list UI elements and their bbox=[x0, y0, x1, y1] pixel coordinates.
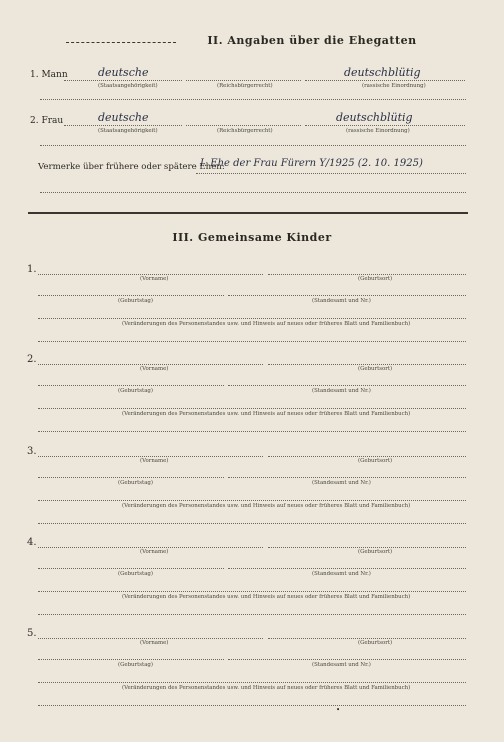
section-divider bbox=[28, 212, 468, 214]
child-standesamt-line bbox=[228, 477, 466, 478]
child-veraenderungen-line bbox=[38, 500, 466, 501]
frau-nationality-line bbox=[64, 125, 182, 126]
frau-race-line bbox=[305, 125, 465, 126]
frau-cap-einordnung: (rassische Einordnung) bbox=[346, 128, 410, 134]
mann-race-value: deutschblütig bbox=[344, 66, 421, 79]
child-extra-line bbox=[38, 705, 466, 706]
mann-cap-reichsbuergerrecht: (Reichsbürgerrecht) bbox=[217, 83, 273, 89]
frau-cap-reichsbuergerrecht: (Reichsbürgerrecht) bbox=[217, 128, 273, 134]
child-cap-standesamt: (Standesamt und Nr.) bbox=[312, 480, 371, 486]
child-geburtsort-line bbox=[268, 638, 466, 639]
mann-nationality-value: deutsche bbox=[98, 66, 149, 79]
child-cap-standesamt: (Standesamt und Nr.) bbox=[312, 662, 371, 668]
child-cap-veraenderungen: (Veränderungen des Personenstandes usw. und Hinweis auf neues oder früheres Blatt und Familienbuch) bbox=[122, 685, 411, 691]
child-number: 5. bbox=[27, 628, 37, 639]
child-cap-standesamt: (Standesamt und Nr.) bbox=[312, 571, 371, 577]
child-vorname-line bbox=[38, 638, 263, 639]
frau-race-value: deutschblütig bbox=[336, 111, 413, 124]
child-extra-line bbox=[38, 614, 466, 615]
child-cap-vorname: (Vorname) bbox=[140, 276, 169, 282]
child-cap-vorname: (Vorname) bbox=[140, 640, 169, 646]
child-extra-line bbox=[38, 431, 466, 432]
mann-label: 1. Mann bbox=[30, 70, 68, 80]
child-veraenderungen-line bbox=[38, 408, 466, 409]
child-cap-geburtsort: (Geburtsort) bbox=[358, 276, 393, 282]
child-cap-veraenderungen: (Veränderungen des Personenstandes usw. und Hinweis auf neues oder früheres Blatt und Familienbuch) bbox=[122, 321, 411, 327]
child-geburtstag-line bbox=[38, 659, 224, 660]
child-cap-geburtsort: (Geburtsort) bbox=[358, 549, 393, 555]
frau-label: 2. Frau bbox=[30, 116, 64, 126]
vermerke-extra-line bbox=[40, 192, 466, 193]
mann-extra-line bbox=[40, 99, 466, 100]
mann-citizenship-line bbox=[186, 80, 301, 81]
child-geburtstag-line bbox=[38, 295, 224, 296]
ink-mark: • bbox=[336, 706, 341, 714]
child-cap-veraenderungen: (Veränderungen des Personenstandes usw. und Hinweis auf neues oder früheres Blatt und Familienbuch) bbox=[122, 503, 411, 509]
child-cap-geburtsort: (Geburtsort) bbox=[358, 640, 393, 646]
frau-extra-line bbox=[40, 145, 466, 146]
frau-cap-staatsangehoerigkeit: (Staatsangehörigkeit) bbox=[98, 128, 158, 134]
child-geburtstag-line bbox=[38, 568, 224, 569]
child-geburtsort-line bbox=[268, 456, 466, 457]
child-cap-vorname: (Vorname) bbox=[140, 366, 169, 372]
frau-citizenship-line bbox=[186, 125, 301, 126]
frau-nationality-value: deutsche bbox=[98, 111, 149, 124]
mann-nationality-line bbox=[64, 80, 182, 81]
child-cap-veraenderungen: (Veränderungen des Personenstandes usw. und Hinweis auf neues oder früheres Blatt und Familienbuch) bbox=[122, 411, 411, 417]
section2-title: II. Angaben über die Ehegatten bbox=[207, 34, 417, 47]
mann-race-line bbox=[305, 80, 465, 81]
child-geburtstag-line bbox=[38, 477, 224, 478]
child-cap-veraenderungen: (Veränderungen des Personenstandes usw. und Hinweis auf neues oder früheres Blatt und Familienbuch) bbox=[122, 594, 411, 600]
child-cap-geburtstag: (Geburtstag) bbox=[118, 388, 153, 394]
child-cap-vorname: (Vorname) bbox=[140, 458, 169, 464]
child-geburtsort-line bbox=[268, 547, 466, 548]
child-cap-vorname: (Vorname) bbox=[140, 549, 169, 555]
child-standesamt-line bbox=[228, 295, 466, 296]
section3-title: III. Gemeinsame Kinder bbox=[172, 231, 332, 244]
child-veraenderungen-line bbox=[38, 682, 466, 683]
child-cap-standesamt: (Standesamt und Nr.) bbox=[312, 298, 371, 304]
child-standesamt-line bbox=[228, 659, 466, 660]
child-cap-geburtsort: (Geburtsort) bbox=[358, 366, 393, 372]
child-extra-line bbox=[38, 523, 466, 524]
child-number: 3. bbox=[27, 446, 37, 457]
child-vorname-line bbox=[38, 364, 263, 365]
child-extra-line bbox=[38, 341, 466, 342]
child-standesamt-line bbox=[228, 385, 466, 386]
child-cap-geburtsort: (Geburtsort) bbox=[358, 458, 393, 464]
vermerke-line bbox=[196, 173, 466, 174]
child-cap-geburtstag: (Geburtstag) bbox=[118, 298, 153, 304]
child-veraenderungen-line bbox=[38, 591, 466, 592]
child-vorname-line bbox=[38, 456, 263, 457]
child-geburtsort-line bbox=[268, 274, 466, 275]
mann-cap-einordnung: (rassische Einordnung) bbox=[362, 83, 426, 89]
child-cap-geburtstag: (Geburtstag) bbox=[118, 480, 153, 486]
child-number: 1. bbox=[27, 264, 37, 275]
child-geburtsort-line bbox=[268, 364, 466, 365]
child-number: 4. bbox=[27, 537, 37, 548]
child-standesamt-line bbox=[228, 568, 466, 569]
child-vorname-line bbox=[38, 547, 263, 548]
vermerke-label: Vermerke über frühere oder spätere Ehen: bbox=[38, 162, 225, 172]
child-geburtstag-line bbox=[38, 385, 224, 386]
child-veraenderungen-line bbox=[38, 318, 466, 319]
child-cap-geburtstag: (Geburtstag) bbox=[118, 571, 153, 577]
child-cap-geburtstag: (Geburtstag) bbox=[118, 662, 153, 668]
child-vorname-line bbox=[38, 274, 263, 275]
child-number: 2. bbox=[27, 354, 37, 365]
mann-cap-staatsangehoerigkeit: (Staatsangehörigkeit) bbox=[98, 83, 158, 89]
vermerke-value: I. Ehe der Frau Fürern Y/1925 (2. 10. 1925) bbox=[200, 158, 423, 169]
child-cap-standesamt: (Standesamt und Nr.) bbox=[312, 388, 371, 394]
